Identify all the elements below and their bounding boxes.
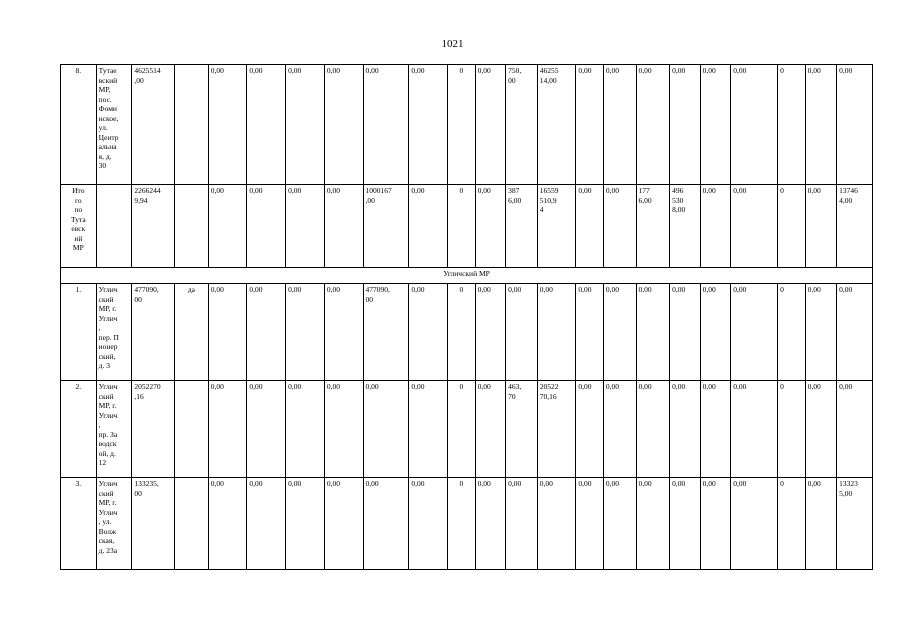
address-cell	[96, 185, 132, 268]
value-cell: 0,00	[409, 185, 448, 268]
value-cell: 0	[778, 381, 806, 478]
value-cell: 0,00	[636, 284, 670, 381]
value-cell: 0,00	[805, 185, 837, 268]
value-cell	[175, 478, 209, 570]
value-cell: 0,00	[670, 65, 701, 185]
value-cell: 496 530 8,00	[670, 185, 701, 268]
value-cell: 0,00	[636, 65, 670, 185]
value-cell: 0,00	[247, 65, 286, 185]
table-row	[61, 185, 873, 268]
value-cell: 0,00	[731, 185, 778, 268]
value-cell: 477090, 00	[363, 284, 409, 381]
value-cell: 0,00	[700, 284, 731, 381]
value-cell: 0	[448, 185, 476, 268]
value-cell: 0,00	[603, 65, 636, 185]
value-cell: 0,00	[475, 284, 506, 381]
value-cell: 0,00	[247, 381, 286, 478]
value-cell: 0,00	[324, 381, 363, 478]
value-cell	[175, 381, 209, 478]
value-cell: 0,00	[576, 381, 604, 478]
value-cell: 13323 5,00	[837, 478, 873, 570]
value-cell: 0,00	[603, 185, 636, 268]
value-cell: 0	[448, 478, 476, 570]
value-cell: да	[175, 284, 209, 381]
address-cell: Углич ский МР, г. Углич , ул. Волж ская, д. 23а	[96, 478, 132, 570]
value-cell: 0,00	[409, 478, 448, 570]
value-cell: 0,00	[247, 284, 286, 381]
value-cell	[175, 185, 209, 268]
value-cell: 0,00	[247, 478, 286, 570]
value-cell: 0,00	[805, 65, 837, 185]
value-cell: 0,00	[603, 478, 636, 570]
address-cell: Углич ский МР, г. Углич , пер. П ионер ский, д. 3	[96, 284, 132, 381]
address-cell: Углич ский МР, г. Углич , пр. За водск ой, д. 12	[96, 381, 132, 478]
value-cell: 0,00	[409, 284, 448, 381]
value-cell: 0,00	[636, 478, 670, 570]
value-cell: 1000167 ,00	[363, 185, 409, 268]
table-row	[61, 284, 873, 381]
value-cell: 0,00	[537, 478, 576, 570]
table-row	[61, 65, 873, 185]
row-number-cell: 8.	[61, 65, 97, 185]
value-cell: 0,00	[208, 185, 247, 268]
value-cell: 0,00	[208, 478, 247, 570]
value-cell: 0,00	[837, 65, 873, 185]
row-number-cell: 2.	[61, 381, 97, 478]
section-title: Угличский МР	[61, 268, 873, 284]
value-cell: 0,00	[409, 381, 448, 478]
value-cell: 0,00	[324, 284, 363, 381]
value-cell: 0,00	[286, 478, 325, 570]
value-cell: 0,00	[576, 65, 604, 185]
value-cell: 0,00	[576, 185, 604, 268]
value-cell: 0,00	[363, 478, 409, 570]
value-cell: 0,00	[475, 185, 506, 268]
value-cell: 0,00	[208, 381, 247, 478]
value-cell: 0,00	[603, 284, 636, 381]
value-cell: 0	[448, 284, 476, 381]
value-cell: 0,00	[700, 185, 731, 268]
value-cell: 177 6,00	[636, 185, 670, 268]
value-cell: 0,00	[363, 65, 409, 185]
address-cell: Тутае вский МР, пос. Фоми нское, ул. Центр альна я, д. 30	[96, 65, 132, 185]
value-cell: 0,00	[324, 65, 363, 185]
value-cell: 0,00	[731, 284, 778, 381]
page-number: 1021	[441, 38, 464, 50]
value-cell: 477090, 00	[132, 284, 175, 381]
value-cell: 0,00	[286, 381, 325, 478]
table-row	[61, 478, 873, 570]
value-cell: 133235, 00	[132, 478, 175, 570]
value-cell: 0	[778, 185, 806, 268]
section-header-row	[61, 268, 873, 284]
value-cell: 0,00	[837, 381, 873, 478]
value-cell: 0,00	[731, 478, 778, 570]
value-cell: 0,00	[208, 284, 247, 381]
value-cell: 4625514 ,00	[132, 65, 175, 185]
value-cell: 0,00	[286, 65, 325, 185]
value-cell: 750, 00	[506, 65, 538, 185]
value-cell: 0,00	[286, 284, 325, 381]
value-cell: 0,00	[700, 65, 731, 185]
value-cell: 0,00	[670, 381, 701, 478]
value-cell: 0,00	[247, 185, 286, 268]
value-cell: 2052270 ,16	[132, 381, 175, 478]
value-cell: 0,00	[805, 381, 837, 478]
value-cell: 0,00	[700, 478, 731, 570]
value-cell: 0,00	[506, 284, 538, 381]
value-cell: 0	[778, 65, 806, 185]
value-cell: 0,00	[731, 381, 778, 478]
table-row	[61, 381, 873, 478]
value-cell: 13746 4,00	[837, 185, 873, 268]
value-cell: 0,00	[475, 478, 506, 570]
value-cell: 0,00	[700, 381, 731, 478]
value-cell: 0	[778, 284, 806, 381]
value-cell	[175, 65, 209, 185]
value-cell: 0,00	[324, 185, 363, 268]
value-cell: 0,00	[409, 65, 448, 185]
value-cell: 0,00	[576, 284, 604, 381]
value-cell: 46255 14,00	[537, 65, 576, 185]
value-cell: 0	[448, 381, 476, 478]
value-cell: 387 6,00	[506, 185, 538, 268]
row-number-cell: 1.	[61, 284, 97, 381]
value-cell: 2266244 9,94	[132, 185, 175, 268]
value-cell: 463, 70	[506, 381, 538, 478]
value-cell: 0,00	[805, 478, 837, 570]
value-cell: 20522 70,16	[537, 381, 576, 478]
value-cell: 0,00	[506, 478, 538, 570]
value-cell: 16559 510,9 4	[537, 185, 576, 268]
value-cell: 0,00	[537, 284, 576, 381]
value-cell: 0,00	[475, 381, 506, 478]
value-cell: 0,00	[286, 185, 325, 268]
value-cell: 0	[778, 478, 806, 570]
value-cell: 0,00	[837, 284, 873, 381]
row-number-cell: Ито го по Тута евск ий МР	[61, 185, 97, 268]
value-cell: 0,00	[208, 65, 247, 185]
value-cell: 0,00	[731, 65, 778, 185]
value-cell: 0,00	[324, 478, 363, 570]
value-cell: 0,00	[576, 478, 604, 570]
value-cell: 0,00	[670, 284, 701, 381]
value-cell: 0	[448, 65, 476, 185]
value-cell: 0,00	[805, 284, 837, 381]
value-cell: 0,00	[636, 381, 670, 478]
data-table	[60, 64, 873, 570]
row-number-cell: 3.	[61, 478, 97, 570]
value-cell: 0,00	[603, 381, 636, 478]
value-cell: 0,00	[670, 478, 701, 570]
table-body	[61, 65, 873, 570]
value-cell: 0,00	[363, 381, 409, 478]
value-cell: 0,00	[475, 65, 506, 185]
